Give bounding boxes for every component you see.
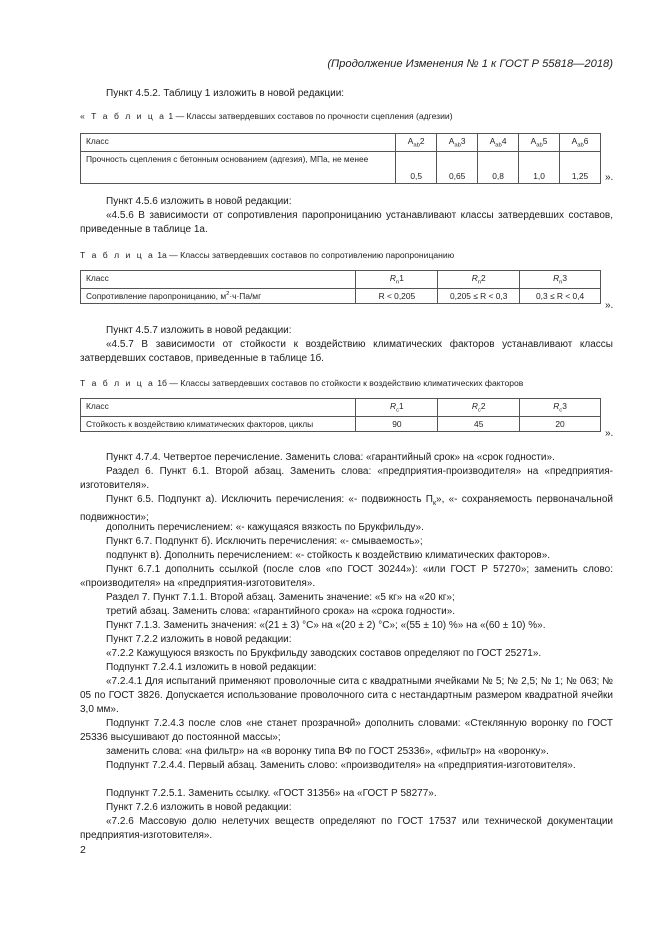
- table-row: [81, 416, 601, 431]
- paragraph-7-2-4-3-replace: заменить слова: «на фильтр» на «в воронку типа ВФ по ГОСТ 25336», «фильтр» на «воронку».: [106, 746, 549, 757]
- paragraph-7-2-2: Пункт 7.2.2 изложить в новой редакции:: [106, 634, 292, 645]
- paragraph-4-7-4: Пункт 4.7.4. Четвертое перечисление. Заменить слова: «гарантийный срок» на «срок годности».: [106, 452, 555, 463]
- table-cell: 0,65: [437, 151, 478, 183]
- table-1b: [80, 398, 601, 432]
- table-cell: 90: [356, 416, 438, 431]
- row-label: Прочность сцепления с бетонным основанием (адгезия), МПа, не менее: [81, 151, 396, 183]
- class-header: $R_n1$: [356, 271, 438, 289]
- paragraph-7-1-3: Пункт 7.1.3. Заменить значения: «(21 ± 3) °С» на «(20 ± 2) °С»; «(55 ± 10) %» на «(60 ± 10) %».: [106, 620, 546, 631]
- paragraph-6-7-1: Пункт 6.7.1 дополнить ссылкой (после слов «по ГОСТ 30244»): «или ГОСТ Р 57270»; заменить слово: «производителя» на «предприятия-изготовителя».: [80, 564, 613, 590]
- table-cell: 0,3 ≤ R < 0,4: [520, 288, 601, 303]
- paragraph-6-7: Пункт 6.7. Подпункт б). Исключить перечисления: «- смываемость»;: [106, 536, 423, 547]
- paragraph-4-5-6-text: «4.5.6 В зависимости от сопротивления паропроницанию устанавливают классы затвердевших составов, приведенные в таблице 1а.: [80, 210, 613, 236]
- table-row: [81, 134, 601, 152]
- class-header: $A_{ab}4$: [478, 134, 519, 152]
- class-header: $R_c2$: [438, 399, 520, 417]
- table-1b-close-quote: ».: [605, 428, 614, 439]
- paragraph-4-5-2: Пункт 4.5.2. Таблицу 1 изложить в новой редакции:: [106, 88, 345, 99]
- table-1: [80, 133, 601, 184]
- table-header-cell: Класс: [81, 134, 396, 152]
- paragraph-6-7-v: подпункт в). Дополнить перечислением: «- стойкость к воздействию климатических факторов».: [106, 550, 551, 561]
- running-header: (Продолжение Изменения № 1 к ГОСТ Р 55818—2018): [327, 58, 613, 70]
- class-header: $R_c1$: [356, 399, 438, 417]
- table-row: [81, 288, 601, 303]
- class-header: $A_{ab}3$: [437, 134, 478, 152]
- paragraph-7-1-1: Раздел 7. Пункт 7.1.1. Второй абзац. Заменить значение: «5 кг» на «20 кг»;: [106, 592, 455, 603]
- table-cell: 0,5: [396, 151, 437, 183]
- table-1b-caption: Т а б л и ц а 1б — Классы затвердевших составов по стойкости к воздействию климатических факторов: [80, 378, 524, 388]
- paragraph-7-2-4-1-text: «7.2.4.1 Для испытаний применяют проволочные сита с квадратными ячейками № 5; № 2,5; № 1; № 063; № 05 по ГОСТ 3826. Допускается использование проволочного сита с нестандартным размером квадратной ячейки 3,0 мм».: [80, 676, 613, 716]
- table-cell: 20: [520, 416, 601, 431]
- table-cell: 0,8: [478, 151, 519, 183]
- paragraph-4-5-6: Пункт 4.5.6 изложить в новой редакции:: [106, 196, 292, 207]
- paragraph-7-2-5-1: Подпункт 7.2.5.1. Заменить ссылку. «ГОСТ 31356» на «ГОСТ Р 58277».: [106, 788, 437, 799]
- table-row: [81, 151, 601, 183]
- table-1a-caption: Т а б л и ц а 1а — Классы затвердевших составов по сопротивлению паропроницанию: [80, 250, 455, 260]
- class-header: $R_c3$: [520, 399, 601, 417]
- paragraph-7-2-6: Пункт 7.2.6 изложить в новой редакции:: [106, 802, 292, 813]
- table-1a: [80, 270, 601, 304]
- class-header: $A_{ab}2$: [396, 134, 437, 152]
- paragraph-6-5-add: дополнить перечислением: «- кажущаяся вязкость по Брукфильду».: [106, 522, 424, 533]
- row-label: Стойкость к воздействию климатических факторов, циклы: [81, 416, 356, 431]
- paragraph-4-5-7-text: «4.5.7 В зависимости от стойкости к воздействию климатических факторов устанавливают классы затвердевших составов, приведенные в таблице 1б.: [80, 339, 613, 365]
- row-label: Сопротивление паропроницанию, $м^2\cdot ч\cdot Па/мг$: [81, 288, 356, 303]
- class-header: $R_n2$: [438, 271, 520, 289]
- paragraph-7-1-1-third: третий абзац. Заменить слова: «гарантийного срока» на «срока годности».: [106, 606, 456, 617]
- table-cell: 0,205 ≤ R < 0,3: [438, 288, 520, 303]
- paragraph-7-2-4-4: Подпункт 7.2.4.4. Первый абзац. Заменить слово: «производителя» на «предприятия-изготовителя».: [106, 760, 576, 771]
- table-row: [81, 271, 601, 289]
- table-cell: 45: [438, 416, 520, 431]
- table-1a-close-quote: ».: [605, 300, 614, 311]
- table-1-caption: « Т а б л и ц а 1 — Классы затвердевших составов по прочности сцепления (адгезии): [80, 111, 453, 121]
- paragraph-7-2-4-3: Подпункт 7.2.4.3 после слов «не станет прозрачной» дополнить словами: «Стеклянную воронку по ГОСТ 25336 высушивают до постоянной массы»;: [80, 718, 613, 744]
- paragraph-7-2-2-text: «7.2.2 Кажущуюся вязкость по Брукфильду заводских составов определяют по ГОСТ 25271».: [106, 648, 542, 659]
- paragraph-6-5: Пункт 6.5. Подпункт а). Исключить перечисления: «- подвижность $П_к$», «- сохраняемость первоначальной подвижности»;: [80, 494, 613, 524]
- class-header: $A_{ab}5$: [519, 134, 560, 152]
- paragraph-7-2-4-1: Подпункт 7.2.4.1 изложить в новой редакции:: [106, 662, 317, 673]
- class-header: $A_{ab}6$: [560, 134, 601, 152]
- table-cell: 1,25: [560, 151, 601, 183]
- page-number: 2: [80, 844, 86, 856]
- table-row: [81, 399, 601, 417]
- class-header: $R_n3$: [520, 271, 601, 289]
- table-cell: R < 0,205: [356, 288, 438, 303]
- paragraph-6-1: Раздел 6. Пункт 6.1. Второй абзац. Заменить слова: «предприятия-производителя» на «предприятия-изготовителя».: [80, 466, 613, 492]
- paragraph-4-5-7: Пункт 4.5.7 изложить в новой редакции:: [106, 325, 292, 336]
- table-header-cell: Класс: [81, 399, 356, 417]
- table-header-cell: Класс: [81, 271, 356, 289]
- table-1-close-quote: ».: [605, 172, 614, 183]
- paragraph-7-2-6-text: «7.2.6 Массовую долю нелетучих веществ определяют по ГОСТ 17537 или технической документации предприятия-изготовителя».: [80, 816, 613, 842]
- table-cell: 1,0: [519, 151, 560, 183]
